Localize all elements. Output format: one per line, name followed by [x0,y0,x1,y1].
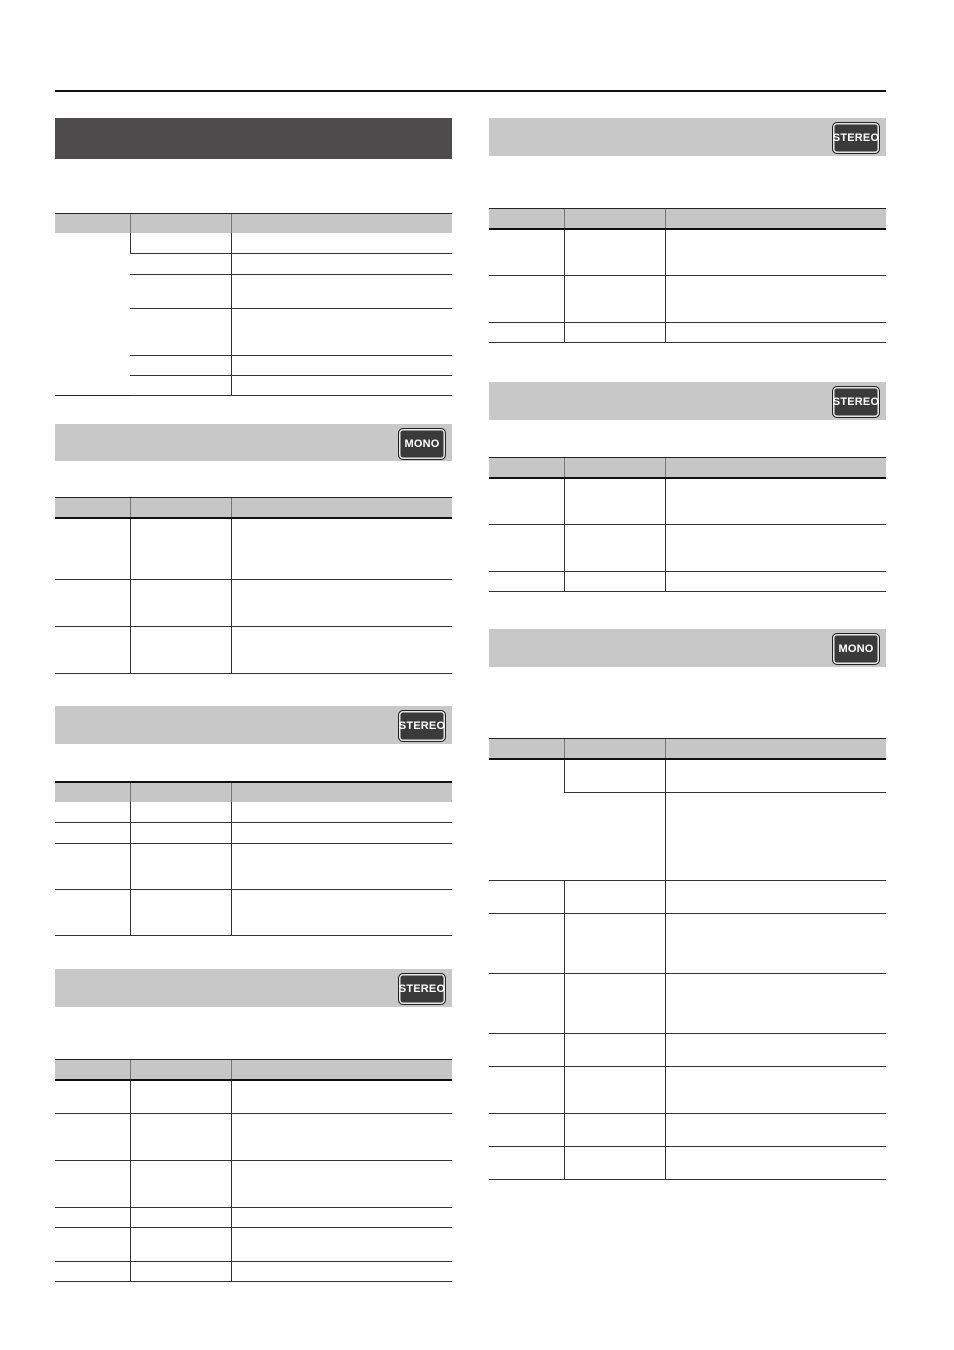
table-cell [665,1033,886,1066]
col-header [231,214,452,234]
table-cell [665,275,886,322]
param-table-3 [55,781,452,936]
table-cell [130,1160,231,1207]
table-cell [665,1113,886,1146]
table-cell [564,571,665,591]
table-cell [130,1113,231,1160]
table-cell [130,889,231,935]
table-cell [130,1080,231,1113]
stereo-badge: STEREO [398,973,446,1005]
table-cell [231,1080,452,1113]
col-header [130,498,231,519]
table-cell [231,233,452,253]
table-cell [489,880,564,913]
table-cell [130,274,231,308]
table-cell [231,355,452,375]
table-cell [665,880,886,913]
table-cell [55,822,130,843]
table-cell [665,322,886,342]
table-cell [231,1160,452,1207]
section-header-2 [55,424,452,461]
table-cell [130,375,231,395]
table-cell [231,518,452,579]
col-header [231,782,452,802]
param-table-6 [489,457,886,592]
table-cell [231,822,452,843]
table-cell [489,1113,564,1146]
table-cell [130,579,231,626]
table-cell [564,478,665,524]
table-cell [231,274,452,308]
table-cell [665,792,886,880]
col-header [55,214,130,234]
col-header [665,458,886,479]
table-cell [130,1227,231,1261]
col-header [489,739,564,760]
table-cell [231,308,452,355]
col-header [489,458,564,479]
table-cell [665,571,886,591]
table-cell [489,1033,564,1066]
table-cell [564,1066,665,1113]
table-cell [489,524,564,571]
col-header [130,214,231,234]
right-column [489,0,886,1350]
param-table-2 [55,497,452,674]
param-table-1 [55,213,452,396]
param-table-4 [55,1059,452,1282]
table-cell [564,880,665,913]
table-cell [231,253,452,274]
table-cell [489,571,564,591]
table-cell [130,233,231,253]
table-cell [665,973,886,1033]
param-table-5 [489,208,886,343]
table-cell [55,889,130,935]
table-cell [55,1113,130,1160]
table-cell [130,1261,231,1281]
table-cell [489,275,564,322]
table-cell [231,626,452,673]
table-cell [130,253,231,274]
stereo-badge: STEREO [832,386,880,418]
table-cell [564,913,665,973]
table-cell [564,1033,665,1066]
table-cell [564,792,665,880]
table-cell [55,1080,130,1113]
table-cell [130,308,231,355]
table-cell [130,822,231,843]
col-header [55,498,130,519]
table-cell [231,843,452,889]
table-cell [489,478,564,524]
table-cell [665,229,886,275]
table-cell [564,1113,665,1146]
col-header [55,1060,130,1081]
col-header [130,782,231,802]
table-cell [489,973,564,1033]
table-cell [665,1066,886,1113]
table-cell [55,518,130,579]
section-header-3 [55,706,452,744]
mono-badge: MONO [832,633,880,665]
table-cell [231,1113,452,1160]
col-header [564,739,665,760]
table-cell [564,229,665,275]
table-cell [130,1207,231,1227]
col-header [231,1060,452,1081]
table-cell [489,322,564,342]
table-cell [55,802,130,822]
table-cell [489,229,564,275]
table-cell [665,913,886,973]
table-cell [489,1146,564,1179]
table-cell [55,1207,130,1227]
table-cell [665,478,886,524]
table-cell [130,626,231,673]
table-cell [130,802,231,822]
table-cell [55,1227,130,1261]
table-cell [564,275,665,322]
table-cell [130,843,231,889]
table-cell [489,1066,564,1113]
col-header [231,498,452,519]
table-cell [665,759,886,792]
section-header-1 [55,118,452,159]
left-column [55,0,452,1350]
table-cell [665,524,886,571]
section-header-5 [489,118,886,156]
table-cell [55,1160,130,1207]
col-header [564,209,665,230]
section-header-4 [55,969,452,1007]
col-header [665,739,886,760]
table-cell [231,579,452,626]
col-header [665,209,886,230]
param-table-7 [489,738,886,1180]
table-cell [665,1146,886,1179]
table-cell [55,843,130,889]
table-cell [231,889,452,935]
table-cell [231,1227,452,1261]
table-cell [55,579,130,626]
table-cell [55,233,130,395]
table-cell [231,802,452,822]
section-header-7 [489,629,886,667]
table-cell [489,759,564,880]
section-header-6 [489,382,886,420]
table-cell [231,375,452,395]
stereo-badge: STEREO [832,122,880,154]
table-cell [130,355,231,375]
col-header [55,782,130,802]
table-cell [55,626,130,673]
table-cell [231,1207,452,1227]
table-cell [564,1146,665,1179]
table-cell [55,1261,130,1281]
col-header [564,458,665,479]
table-cell [489,913,564,973]
mono-badge: MONO [398,428,446,460]
col-header [130,1060,231,1081]
table-cell [231,1261,452,1281]
stereo-badge: STEREO [398,710,446,742]
table-cell [564,759,665,792]
table-cell [564,973,665,1033]
table-cell [130,518,231,579]
table-cell [564,524,665,571]
table-cell [564,322,665,342]
col-header [489,209,564,230]
